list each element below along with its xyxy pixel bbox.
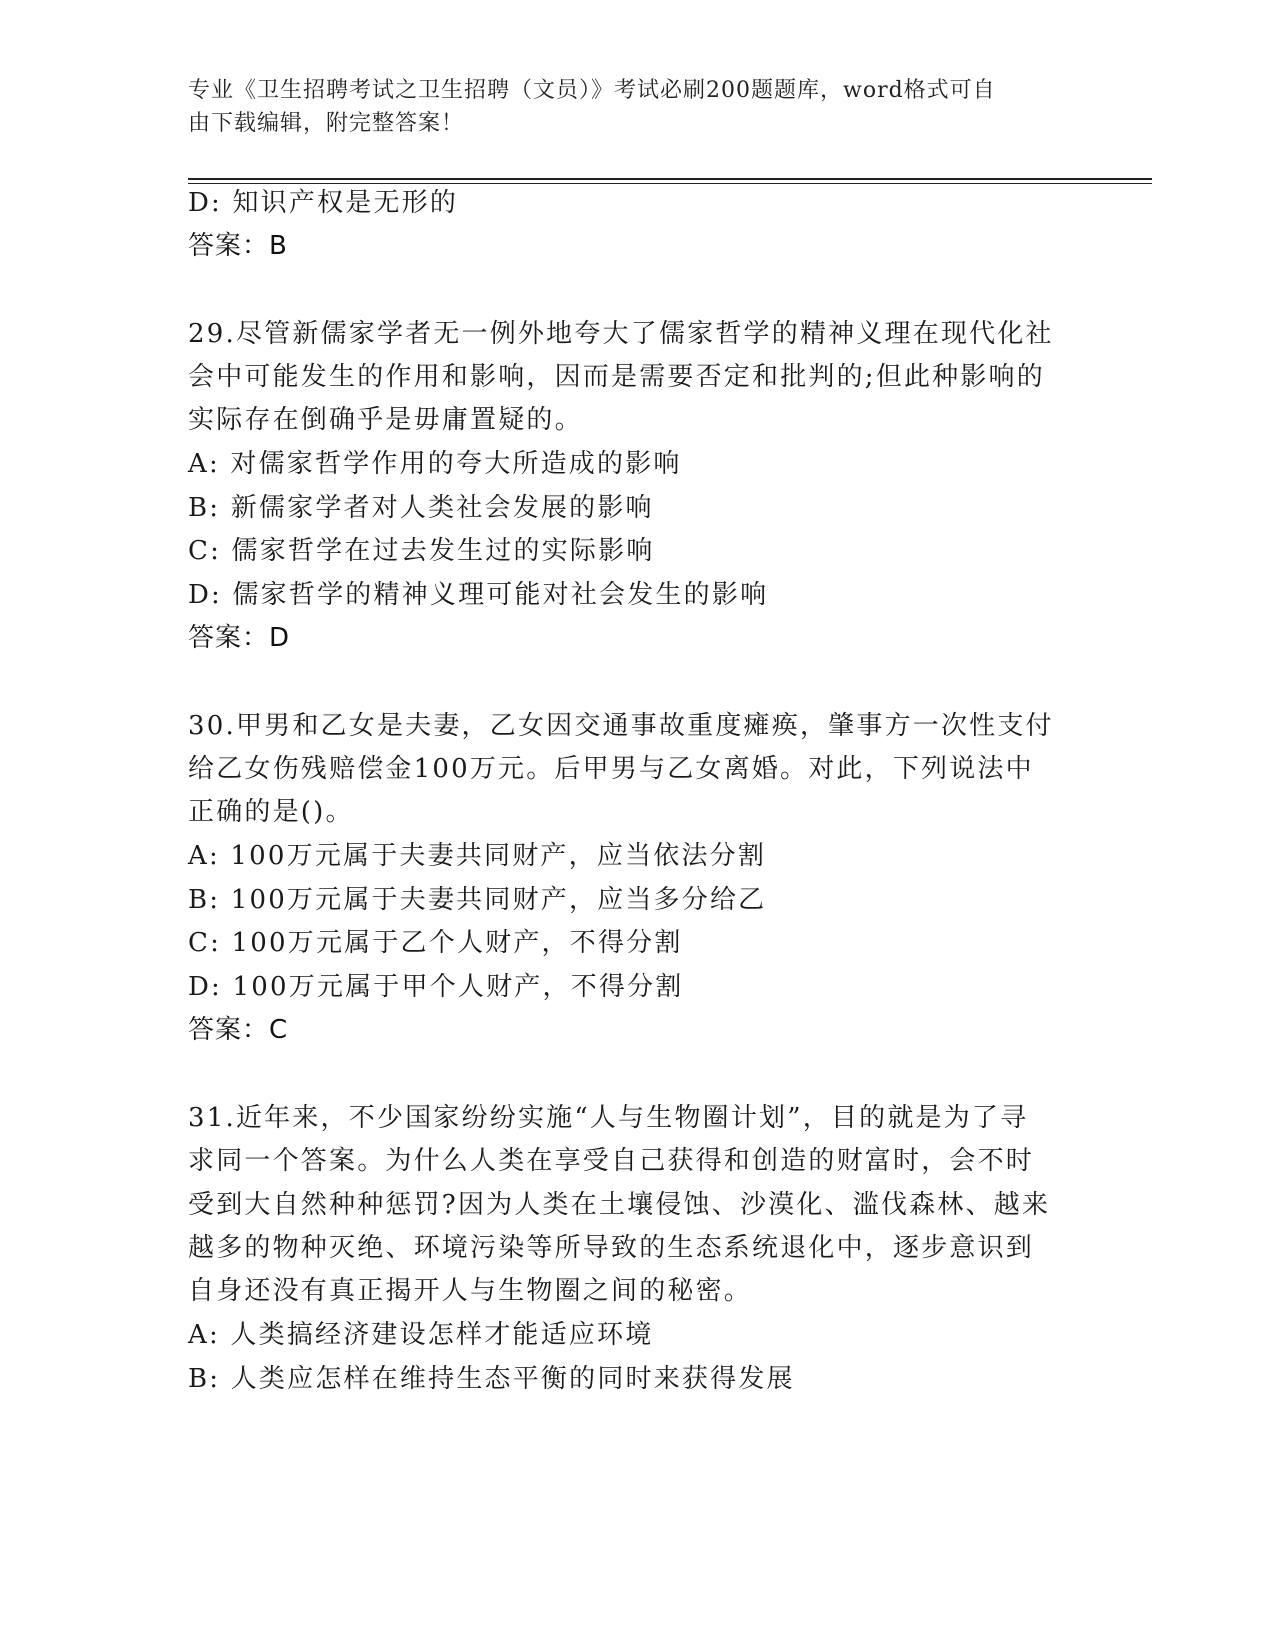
q30-stem-line-3: 正确的是()。 bbox=[188, 797, 354, 827]
q30-answer: 答案：C bbox=[188, 1015, 289, 1045]
q31-stem-line-4: 越多的物种灭绝、环境污染等所导致的生态系统退化中，逐步意识到 bbox=[188, 1233, 1035, 1263]
q31-option-a: A: 人类搞经济建设怎样才能适应环境 bbox=[188, 1320, 654, 1350]
q30-option-d: D: 100万元属于甲个人财产，不得分割 bbox=[188, 972, 684, 1002]
q29-stem-line-1: 29.尽管新儒家学者无一例外地夸大了儒家哲学的精神义理在现代化社 bbox=[188, 319, 1054, 349]
q29-answer: 答案：D bbox=[188, 623, 291, 653]
q29-stem-line-3: 实际存在倒确乎是毋庸置疑的。 bbox=[188, 405, 583, 435]
q29-option-d: D: 儒家哲学的精神义理可能对社会发生的影响 bbox=[188, 580, 769, 610]
q30-stem-line-1: 30.甲男和乙女是夫妻，乙女因交通事故重度瘫痪，肇事方一次性支付 bbox=[188, 711, 1054, 741]
q31-stem-line-3: 受到大自然种种惩罚?因为人类在土壤侵蚀、沙漠化、滥伐森林、越来 bbox=[188, 1190, 1051, 1220]
page-header bbox=[188, 74, 1068, 140]
q30-option-a: A: 100万元属于夫妻共同财产，应当依法分割 bbox=[188, 841, 767, 871]
q29-option-c: C: 儒家哲学在过去发生过的实际影响 bbox=[188, 536, 655, 566]
q29-option-b: B: 新儒家学者对人类社会发展的影响 bbox=[188, 493, 654, 523]
q31-stem-line-1: 31.近年来，不少国家纷纷实施“人与生物圈计划”，目的就是为了寻 bbox=[188, 1103, 1029, 1133]
q29-option-a: A: 对儒家哲学作用的夸大所造成的影响 bbox=[188, 449, 682, 479]
q31-stem-line-5: 自身还没有真正揭开人与生物圈之间的秘密。 bbox=[188, 1276, 753, 1306]
q28-answer: 答案：B bbox=[188, 231, 288, 261]
header-line-1: 专业《卫生招聘考试之卫生招聘（文员）》考试必刷200题题库，word格式可自 bbox=[188, 78, 996, 103]
q30-stem-line-2: 给乙女伤残赔偿金100万元。后甲男与乙女离婚。对此，下列说法中 bbox=[188, 754, 1034, 784]
q29-stem-line-2: 会中可能发生的作用和影响，因而是需要否定和批判的;但此种影响的 bbox=[188, 362, 1045, 392]
q30-option-c: C: 100万元属于乙个人财产，不得分割 bbox=[188, 928, 683, 958]
q31-option-b: B: 人类应怎样在维持生态平衡的同时来获得发展 bbox=[188, 1364, 795, 1394]
q30-option-b: B: 100万元属于夫妻共同财产，应当多分给乙 bbox=[188, 885, 767, 915]
q31-stem-line-2: 求同一个答案。为什么人类在享受自己获得和创造的财富时，会不时 bbox=[188, 1146, 1035, 1176]
header-line-2: 由下载编辑，附完整答案！ bbox=[188, 111, 465, 136]
q28-option-d: D: 知识产权是无形的 bbox=[188, 188, 459, 218]
